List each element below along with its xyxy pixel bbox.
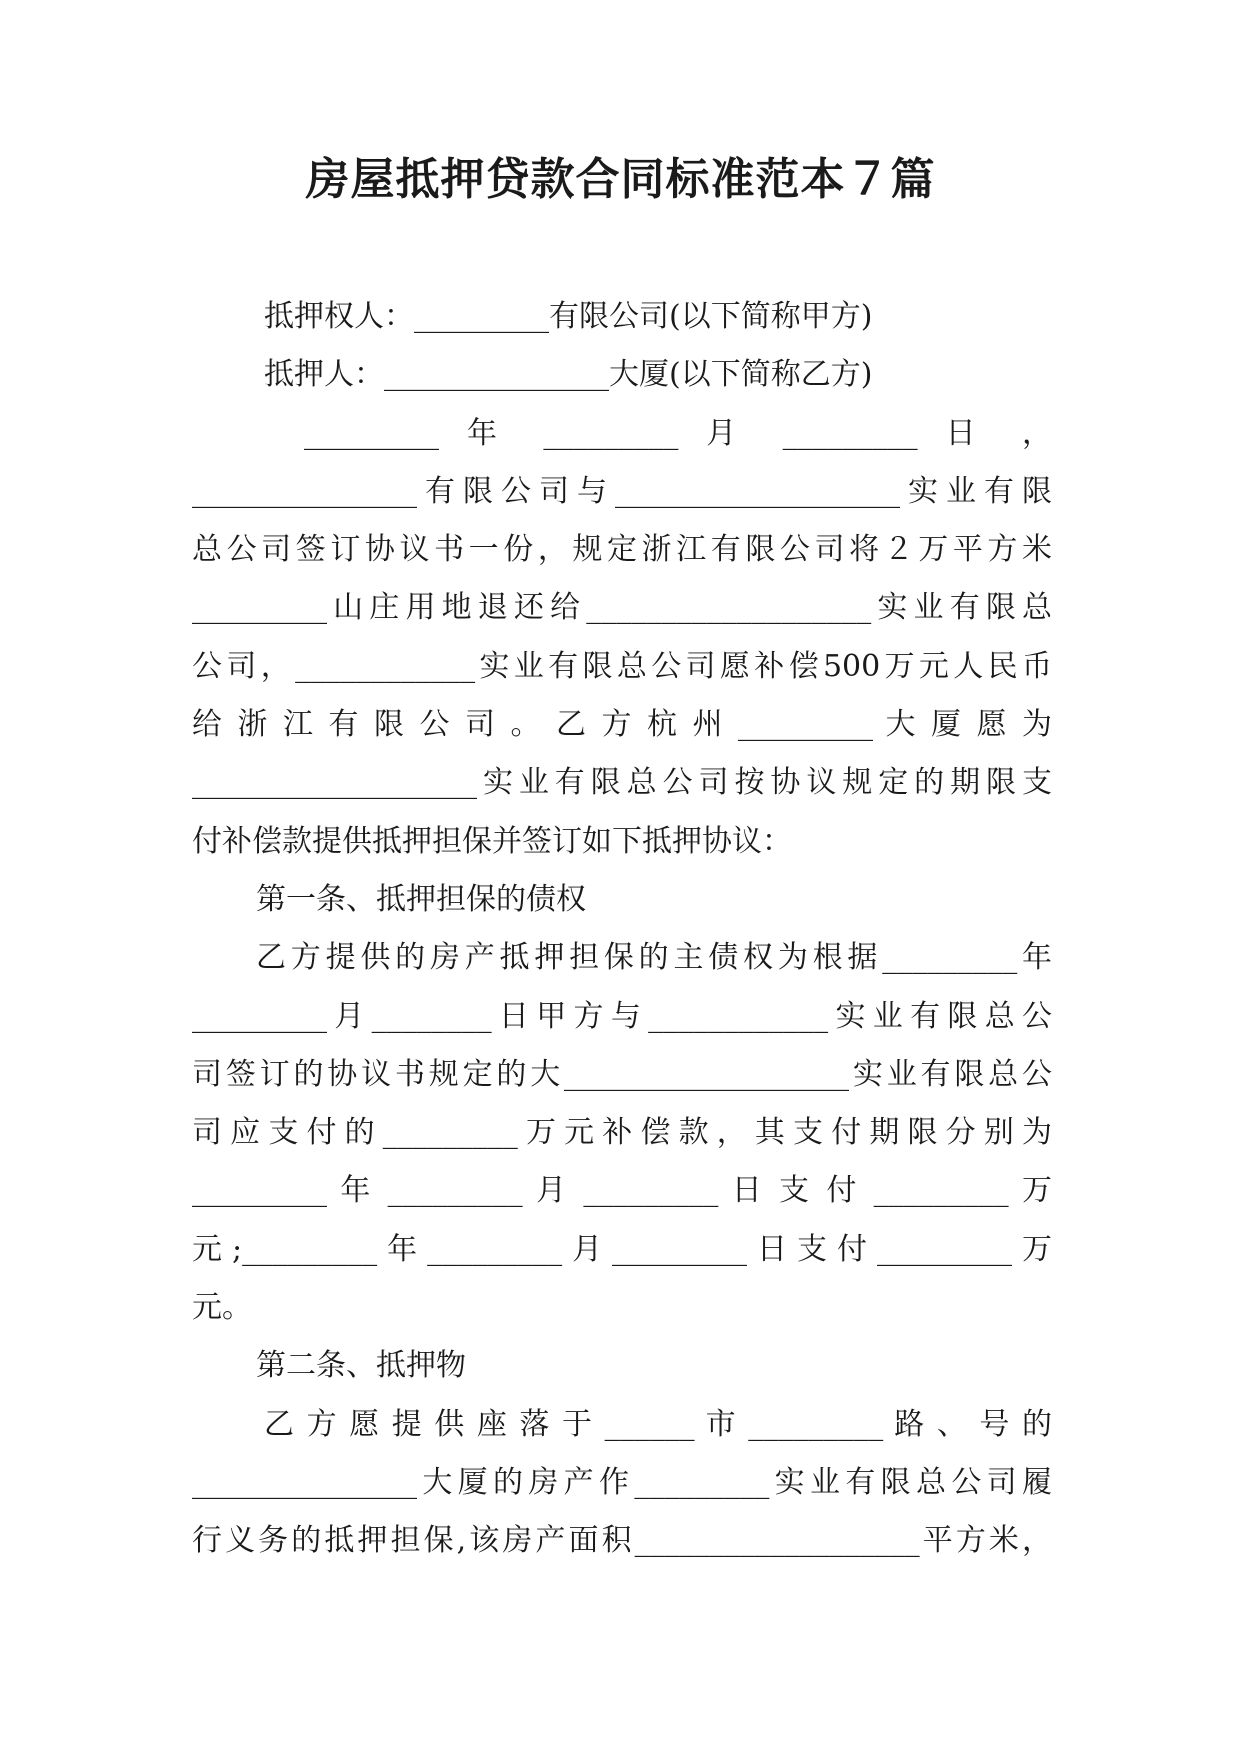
paragraph-line: 元。: [192, 1290, 252, 1326]
paragraph-line: _________山庄用地退还给___________________实业有限总: [192, 590, 1052, 626]
mortgagee-line: 抵押权人：_________有限公司(以下简称甲方): [264, 299, 873, 334]
section-heading: 第一条、抵押担保的债权: [256, 881, 586, 917]
paragraph-line: _________ 年 _________ 月 _________ 日 支 付 _________ 万: [192, 1173, 1052, 1209]
paragraph-line: 司签订的协议书规定的大___________________实业有限总公: [192, 1056, 1052, 1092]
paragraph-line: 行义务的抵押担保,该房产面积___________________平方米，: [192, 1523, 1052, 1559]
paragraph-line: ___________________实业有限总公司按协议规定的期限支: [192, 765, 1052, 801]
document-body: [192, 288, 1052, 1571]
paragraph-line: 总公司签订协议书一份，规定浙江有限公司将２万平方米: [192, 532, 1052, 568]
section-heading: 第二条、抵押物: [256, 1348, 466, 1384]
paragraph-line: 司应支付的_________万元补偿款，其支付期限分别为: [192, 1115, 1052, 1151]
paragraph-line: _________ 年 _________ 月 _________ 日 ，: [304, 415, 1052, 451]
paragraph-line: 乙 方 愿 提 供 座 落 于 ______ 市 _________ 路 、 号 的: [264, 1406, 1052, 1442]
paragraph-line: _______________大厦的房产作_________实业有限总公司履: [192, 1464, 1052, 1500]
paragraph-line: 给 浙 江 有 限 公 司 。 乙 方 杭 州 _________ 大 厦 愿 为: [192, 707, 1052, 743]
paragraph-line: 付补偿款提供抵押担保并签订如下抵押协议：: [192, 823, 792, 859]
paragraph-line: 乙方提供的房产抵押担保的主债权为根据_________年: [256, 940, 1052, 976]
document-title: 房屋抵押贷款合同标准范本７篇: [305, 154, 936, 205]
paragraph-line: _________月________日甲方与____________实业有限总公: [192, 998, 1052, 1034]
paragraph-line: 公司，____________实业有限总公司愿补偿500万元人民币: [192, 648, 1052, 684]
paragraph-line: 元;_________年_________月_________日支付_________万: [192, 1231, 1052, 1267]
mortgagor-line: 抵押人：_______________大厦(以下简称乙方): [264, 357, 873, 393]
paragraph-line: _______________有限公司与___________________实业有限: [192, 473, 1052, 509]
